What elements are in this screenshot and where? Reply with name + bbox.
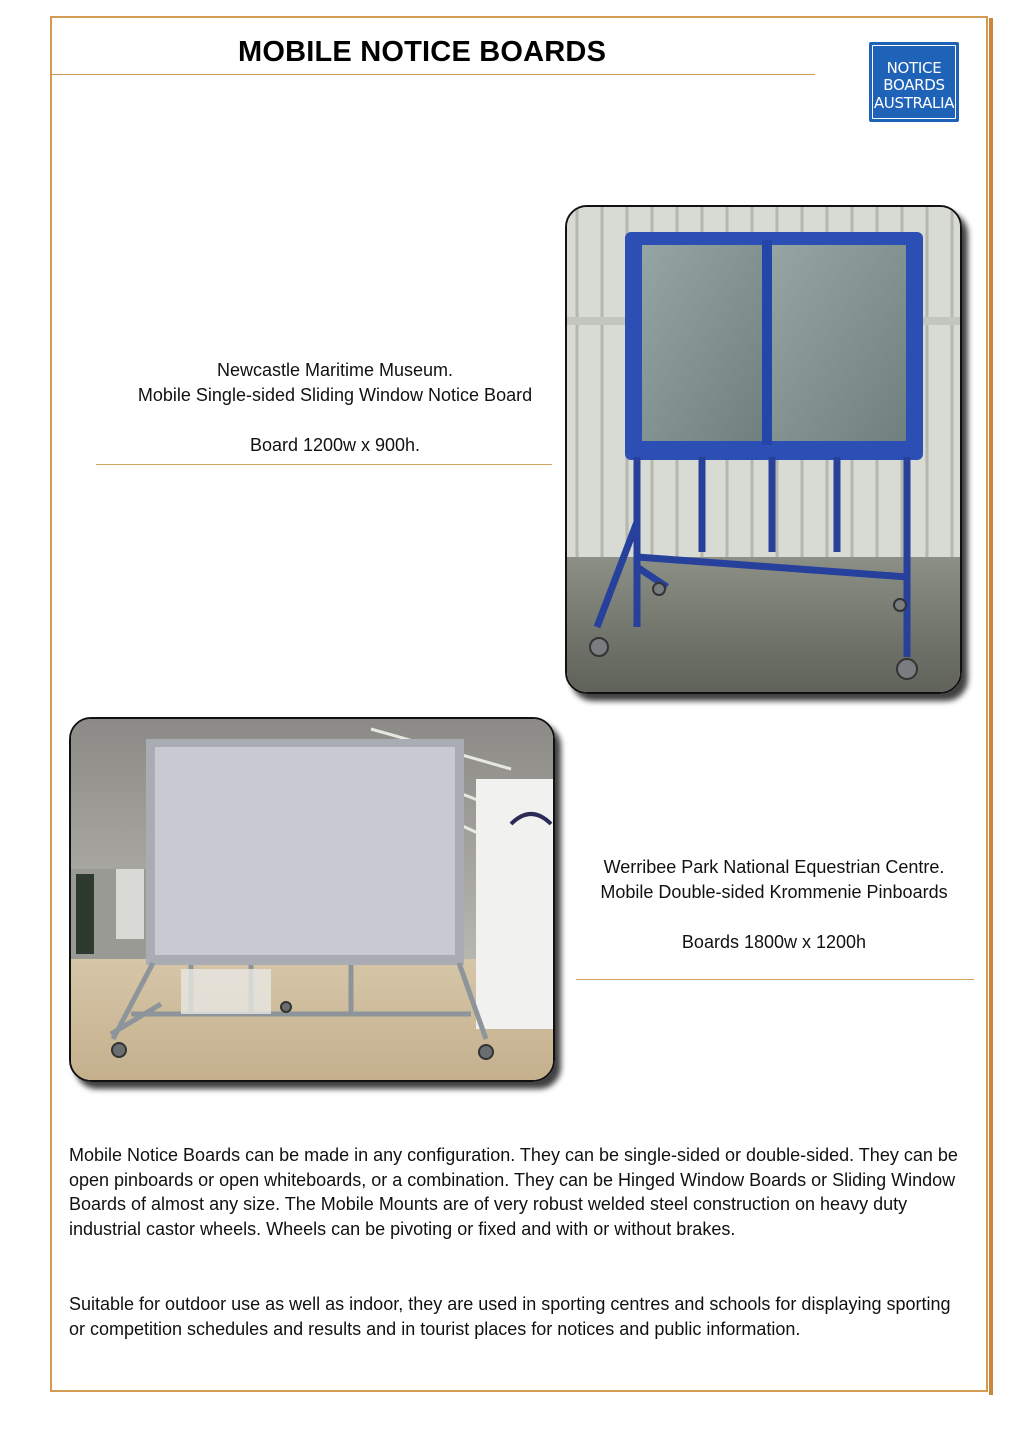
page-title: MOBILE NOTICE BOARDS bbox=[238, 36, 607, 68]
item2-location: Werribee Park National Equestrian Centre. bbox=[603, 857, 945, 877]
item2-size: Boards 1800w x 1200h bbox=[681, 932, 867, 952]
photo-krommenie-pinboard bbox=[69, 717, 555, 1082]
logo-line-2: BOARDS bbox=[883, 76, 945, 94]
item2-divider bbox=[576, 979, 974, 980]
item1-caption bbox=[96, 358, 574, 458]
item1-location: Newcastle Maritime Museum. bbox=[216, 360, 454, 380]
title-underline bbox=[52, 74, 815, 75]
description-paragraph-1: Mobile Notice Boards can be made in any configuration. They can be single-sided or double-sided. They can be open pinboards or open whiteboards, or a combination. They can be Hinged Window Boards or Sliding Window Boards of almost any size. The Mobile Mounts are of very robust welded steel construction on heavy duty industrial castor wheels. Wheels can be pivoting or fixed and with or without brakes. bbox=[69, 1145, 958, 1239]
notice-boards-australia-logo bbox=[869, 42, 959, 122]
description-paragraph-2: Suitable for outdoor use as well as indoor, they are used in sporting centres and schools for displaying sporting or competition schedules and results and in tourist places for notices and public information. bbox=[69, 1294, 951, 1339]
item1-product: Mobile Single-sided Sliding Window Notice Board bbox=[137, 385, 533, 405]
photo-sliding-window-board bbox=[565, 205, 962, 694]
logo-line-1: NOTICE bbox=[886, 59, 942, 77]
item1-divider bbox=[96, 464, 552, 465]
item1-size: Board 1200w x 900h. bbox=[249, 435, 421, 455]
logo-line-3: AUSTRALIA bbox=[873, 94, 955, 112]
item2-product: Mobile Double-sided Krommenie Pinboards bbox=[600, 882, 948, 902]
item2-caption bbox=[568, 855, 980, 955]
page-border-shadow bbox=[989, 18, 993, 1395]
